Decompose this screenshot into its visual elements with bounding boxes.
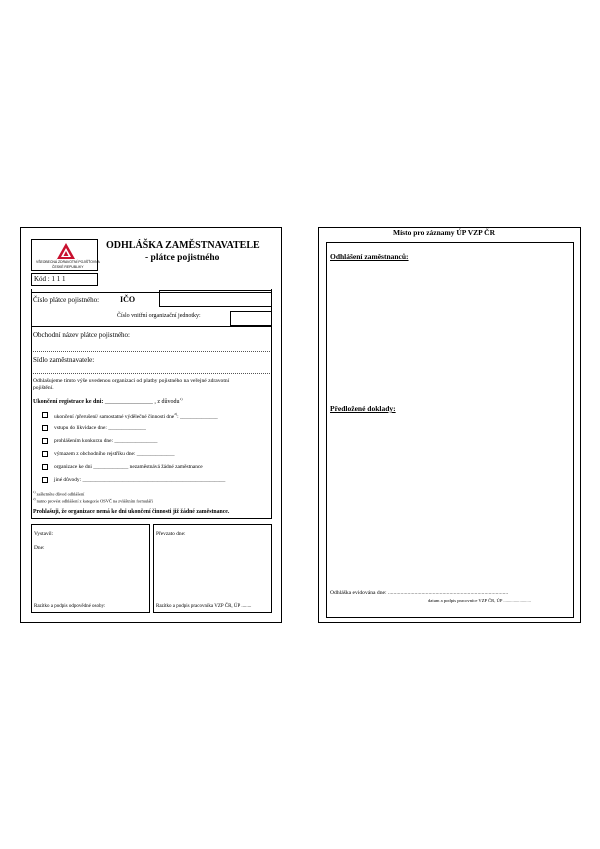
reason-osvc-fill[interactable]: : ______________ (177, 413, 218, 420)
sidlo-label: Sídlo zaměstnavatele: (33, 356, 95, 364)
ico-label: IČO (120, 295, 136, 304)
razitko-left-label: Razítko a podpis odpovědné osoby: (34, 604, 106, 609)
evidovana-field[interactable]: ...................................................................................... (386, 590, 509, 596)
reason-jine-fill[interactable]: _____________________________________________________ (81, 477, 226, 483)
records-inner-box (326, 242, 574, 618)
intro-text-line2: pojištění. (33, 385, 54, 391)
reason-nezamestnava-text: organizace ke dni (54, 464, 92, 470)
records-header: Místo pro záznamy ÚP VZP ČR (393, 228, 496, 237)
footnote-1-sup: 1) (33, 490, 36, 494)
ukonceni-fill[interactable]: ________________ , z důvodu (103, 399, 180, 405)
footnote-1-text: zaškrtněte důvod odhlášení (35, 491, 85, 497)
form-title: ODHLÁŠKA ZAMĚSTNAVATELE (106, 240, 260, 251)
form-subtitle: - plátce pojistného (145, 253, 220, 263)
obchodni-nazev-label: Obchodní název plátce pojistného: (33, 331, 130, 339)
odhlaseni-zamestnancu-label: Odhlášení zaměstnanců: (330, 252, 409, 261)
reason-nezamestnava-fill[interactable]: _____________ nezaměstnává žádné zaměstnance (91, 464, 203, 470)
reason-jine-text: jiné důvody: (54, 477, 82, 483)
reason-likvidace-text: vstupu do likvidace dne: (54, 425, 107, 431)
kod-label: Kód : 1 1 1 (34, 275, 66, 283)
vystavil-label: Vystavil: (34, 531, 54, 537)
main-form-box (31, 289, 272, 519)
vzp-logo-icon (56, 242, 76, 260)
evidovana-row (330, 591, 508, 597)
cislo-vnitrni-label: Číslo vnitřní organizační jednotky: (117, 313, 201, 319)
reason-konkurz-text: prohlášením konkurzu dne: (54, 438, 113, 444)
cislo-platce-label: Číslo plátce pojistného: (33, 296, 100, 304)
logo-text-line2: ČESKÉ REPUBLIKY (52, 265, 84, 269)
prevzato-label: Převzato dne: (156, 531, 186, 537)
ukonceni-label: Ukončení registrace ke dni: (33, 399, 104, 405)
intro-text-line1: Odhlašujeme tímto výše uvedenou organizaci od platby pojistného na veřejné zdravotní (33, 378, 230, 384)
razitko-right-label: Razítko a podpis pracovníka VZP ČR, ÚP ........ (156, 604, 252, 609)
logo-box (31, 239, 98, 271)
reason-vymaz-fill[interactable]: ______________ (135, 451, 175, 457)
footnote-2-text: nutno provést odhlášení z kategorie OSVČ na zvláštním formuláři (35, 498, 153, 504)
reason-likvidace-fill[interactable]: ______________ (106, 425, 146, 431)
ukonceni-sup: 1) (179, 397, 183, 401)
predlozene-doklady-label: Předložené doklady: (330, 404, 396, 413)
reason-vymaz-text: výmazem z obchodního rejstříku dne: (54, 451, 136, 457)
datum-podpis-label: datum a podpis pracovníce VZP ČR, ÚP ........................ (428, 598, 531, 603)
reason-osvc-sup: 2) (174, 412, 178, 416)
reason-osvc-text: ukončení /přerušení/ samostatné výdělečné činnosti dne (54, 413, 175, 420)
dne-label: Dne: (34, 545, 45, 551)
footnote-2-sup: 2) (33, 497, 36, 501)
reason-konkurz-fill[interactable]: ________________ (112, 438, 158, 444)
evidovana-label: Odhláška evidována dne: (330, 590, 387, 596)
prohlaseni-text: Prohlašuji, že organizace nemá ke dni ukončení činnosti již žádné zaměstnance. (33, 509, 230, 515)
logo-text-line1: VŠEOBECNÁ ZDRAVOTNÍ POJIŠŤOVNA (36, 260, 100, 264)
